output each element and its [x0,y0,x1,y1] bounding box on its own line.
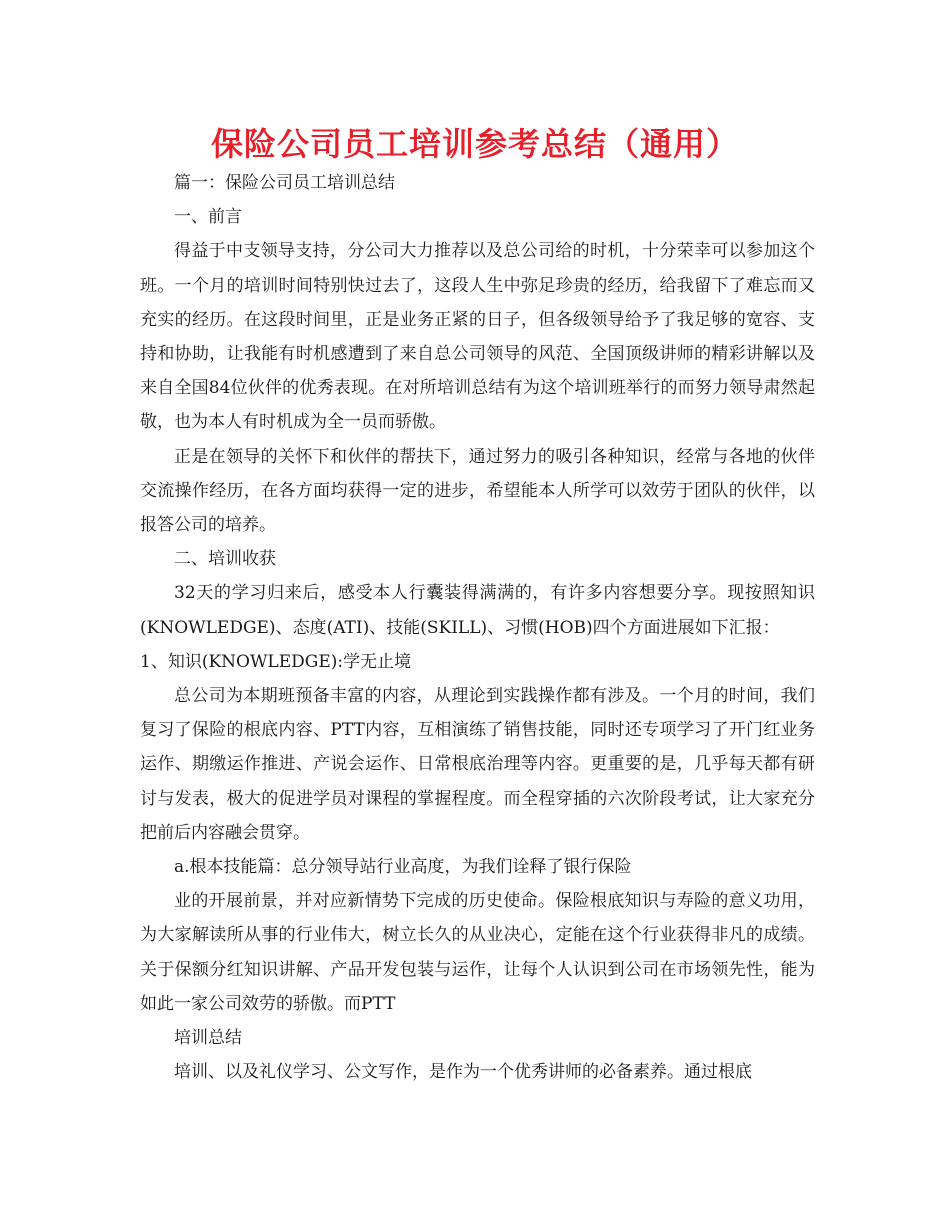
section-heading: 一、前言 [174,207,242,228]
paragraph: 正是在领导的关怀下和伙伴的帮扶下，通过努力的吸引各种知识，经常与各地的伙伴交流操作经历，在各方面均获得一定的进步，希望能本人所学可以效劳于团队的伙伴，以报答公司的培养。 [140,446,815,536]
paragraph: 培训总结 [174,1028,242,1049]
paragraph: 得益于中支领导支持，分公司大力推荐以及总公司给的时机，十分荣幸可以参加这个班。一个月的培训时间特别快过去了，这段人生中弥足珍贵的经历，给我留下了难忘而又充实的经历。在这段时间里，正是业务正紧的日子，但各级领导给予了我足够的宽容、支持和协助，让我能有时机感遭到了来自总公司领导的风范、全国顶级讲师的精彩讲解以及来自全国84位伙伴的优秀表现。在对所培训总结有为这个培训班举行的而努力领导肃然起敬，也为本人有时机成为全一员而骄傲。 [140,241,815,433]
section-heading: 二、培训收获 [174,549,276,570]
paragraph: 32天的学习归来后，感受本人行囊装得满满的，有许多内容想要分享。现按照知识(KNOWLEDGE)、态度(ATI)、技能(SKILL)、习惯(HOB)四个方面进展如下汇报： [140,583,815,638]
paragraph: 业的开展前景，并对应新情势下完成的历史使命。保险根底知识与寿险的意义功用，为大家解读所从事的行业伟大，树立长久的从业决心，定能在这个行业获得非凡的成绩。关于保额分红知识讲解、产品开发包装与运作，让每个人认识到公司在市场领先性，能为如此一家公司效劳的骄傲。而PTT [140,891,815,1014]
subsection-heading: 1、知识(KNOWLEDGE):学无止境 [140,651,412,672]
paragraph: 总公司为本期班预备丰富的内容，从理论到实践操作都有涉及。一个月的时间，我们复习了保险的根底内容、PTT内容，互相演练了销售技能，同时还专项学习了开门红业务运作、期缴运作推进、产说会运作、日常根底治理等内容。更重要的是，几乎每天都有研讨与发表，极大的促进学员对课程的掌握程度。而全程穿插的六次阶段考试，让大家充分把前后内容融会贯穿。 [140,686,815,843]
paragraph: 篇一：保险公司员工培训总结 [174,173,395,193]
document-body [140,166,815,1089]
paragraph: a.根本技能篇：总分领导站行业高度，为我们诠释了银行保险 [174,857,632,878]
document-title: 保险公司员工培训参考总结（通用） [210,125,739,163]
paragraph: 培训、以及礼仪学习、公文写作，是作为一个优秀讲师的必备素养。通过根底 [174,1062,752,1083]
